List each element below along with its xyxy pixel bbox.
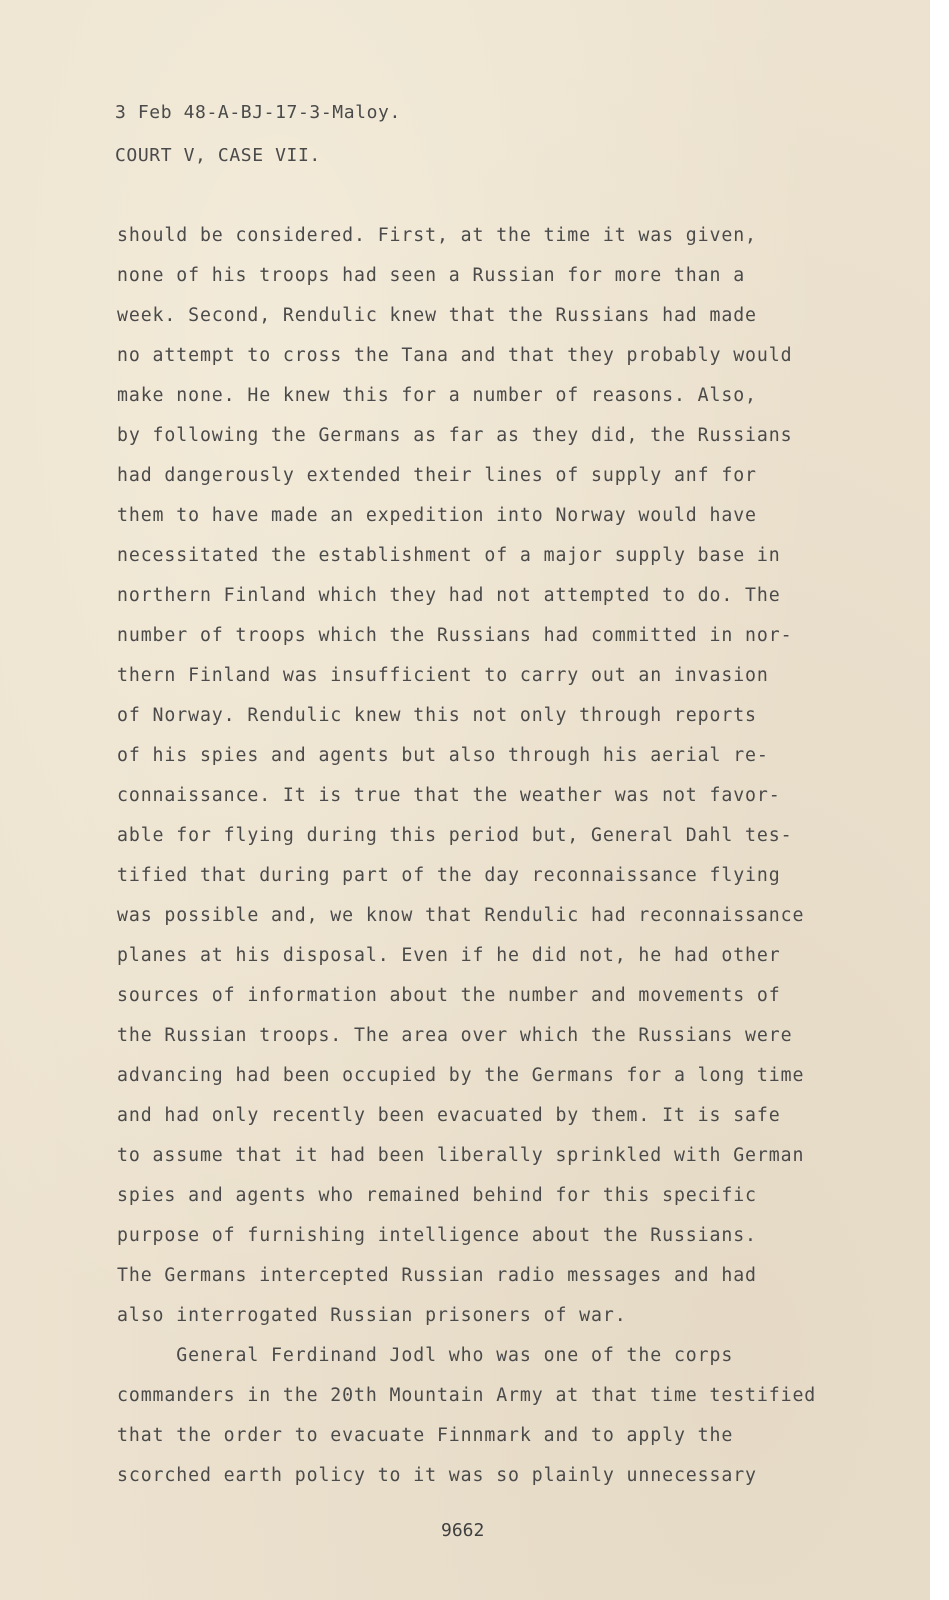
body-line: them to have made an expedition into Norway would have xyxy=(117,505,757,526)
body-line: of his spies and agents but also through his aerial re- xyxy=(117,745,769,766)
body-line: The Germans intercepted Russian radio messages and had xyxy=(117,1265,757,1286)
document-reference: 3 Feb 48-A-BJ-17-3-Maloy. xyxy=(115,102,401,123)
body-line: scorched earth policy to it was so plainly unnecessary xyxy=(117,1465,757,1486)
body-line: able for flying during this period but, General Dahl tes- xyxy=(117,825,793,846)
body-line: that the order to evacuate Finnmark and to apply the xyxy=(117,1425,734,1446)
body-line: to assume that it had been liberally sprinkled with German xyxy=(117,1145,805,1166)
body-line: was possible and, we know that Rendulic had reconnaissance xyxy=(117,905,805,926)
body-line: northern Finland which they had not attempted to do. The xyxy=(117,585,781,606)
body-line: spies and agents who remained behind for this specific xyxy=(117,1185,757,1206)
body-line: should be considered. First, at the time it was given, xyxy=(117,225,757,246)
body-line: no attempt to cross the Tana and that they probably would xyxy=(117,345,793,366)
body-line: week. Second, Rendulic knew that the Russians had made xyxy=(117,305,757,326)
body-line: number of troops which the Russians had committed in nor- xyxy=(117,625,793,646)
body-line: and had only recently been evacuated by them. It is safe xyxy=(117,1105,781,1126)
body-line: by following the Germans as far as they did, the Russians xyxy=(117,425,793,446)
body-line: of Norway. Rendulic knew this not only through reports xyxy=(117,705,757,726)
body-line: thern Finland was insufficient to carry out an invasion xyxy=(117,665,769,686)
body-line: planes at his disposal. Even if he did not, he had other xyxy=(117,945,781,966)
body-line: had dangerously extended their lines of supply anf for xyxy=(117,465,757,486)
body-line: also interrogated Russian prisoners of war. xyxy=(117,1305,627,1326)
court-heading: COURT V, CASE VII. xyxy=(115,145,321,166)
page-number: 9662 xyxy=(441,1520,485,1541)
body-line: commanders in the 20th Mountain Army at that time testified xyxy=(117,1385,817,1406)
body-line: the Russian troops. The area over which the Russians were xyxy=(117,1025,793,1046)
body-line: tified that during part of the day reconnaissance flying xyxy=(117,865,781,886)
body-line: General Ferdinand Jodl who was one of the corps xyxy=(117,1345,734,1366)
body-line: make none. He knew this for a number of reasons. Also, xyxy=(117,385,757,406)
body-line: none of his troops had seen a Russian for more than a xyxy=(117,265,746,286)
body-line: purpose of furnishing intelligence about the Russians. xyxy=(117,1225,757,1246)
body-line: advancing had been occupied by the Germans for a long time xyxy=(117,1065,805,1086)
body-line: connaissance. It is true that the weather was not favor- xyxy=(117,785,781,806)
body-line: sources of information about the number and movements of xyxy=(117,985,781,1006)
body-line: necessitated the establishment of a major supply base in xyxy=(117,545,781,566)
